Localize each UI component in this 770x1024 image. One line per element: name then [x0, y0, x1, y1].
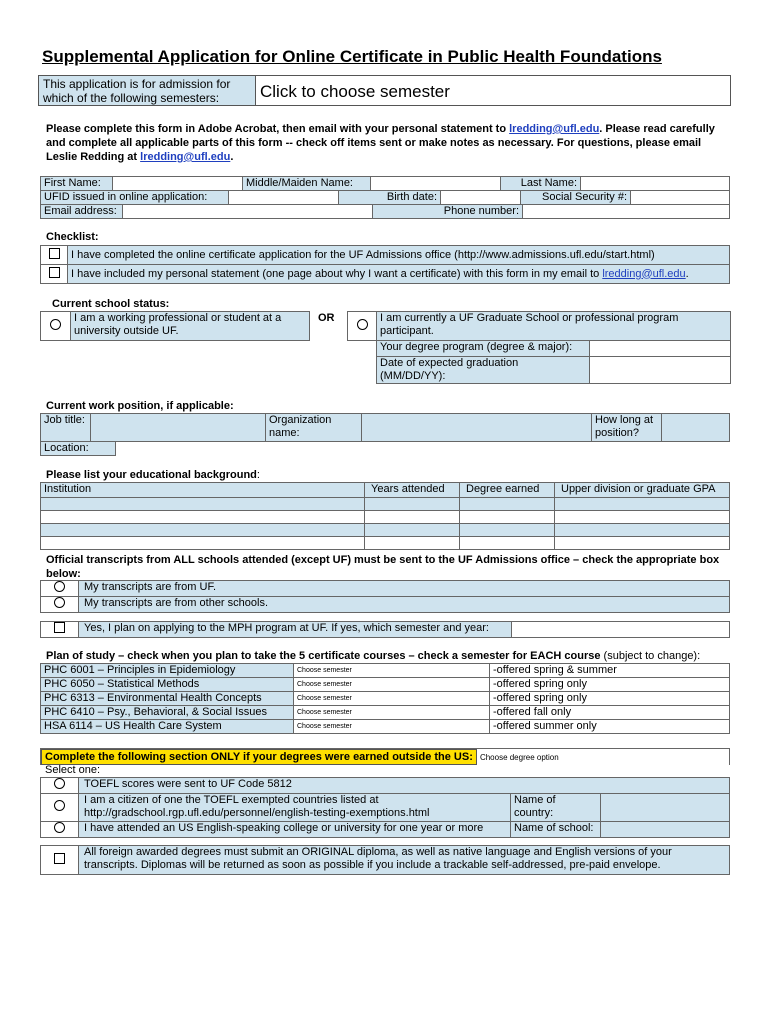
course-semester-select[interactable]: Choose semester — [294, 706, 490, 720]
transcript-option-2: My transcripts are from other schools. — [79, 597, 730, 613]
mph-text: Yes, I plan on applying to the MPH program at UF. If yes, which semester and year: — [79, 622, 512, 638]
edu-cell[interactable] — [555, 537, 730, 550]
checklist-item-2 — [68, 265, 730, 284]
education-heading — [46, 469, 260, 481]
edu-cell[interactable] — [460, 537, 555, 550]
work-table — [40, 413, 730, 442]
instructions — [46, 122, 726, 164]
edu-cell[interactable] — [41, 524, 365, 537]
status-radio-1-cell — [41, 312, 71, 341]
edu-cell[interactable] — [365, 511, 460, 524]
phone-label: Phone number: — [373, 205, 523, 219]
name-school-field[interactable] — [601, 822, 730, 838]
edu-cell[interactable] — [41, 511, 365, 524]
checklist-item-2-text: I have included my personal statement (one page about why I want a certificate) with this form in my email to — [71, 267, 600, 280]
transcript-option-1: My transcripts are from UF. — [79, 581, 730, 597]
checklist-heading: Checklist: — [46, 231, 99, 243]
ssn-label: Social Security #: — [521, 191, 631, 205]
checklist-item-2-end: . — [685, 267, 689, 280]
birth-date-field[interactable] — [441, 191, 521, 205]
outside-radio-3[interactable] — [54, 822, 65, 833]
plan-table — [40, 663, 730, 734]
transcript-radio-1-cell — [41, 581, 79, 597]
first-name-label: First Name: — [41, 177, 113, 191]
course-offered: -offered spring only — [490, 692, 730, 706]
ssn-field[interactable] — [631, 191, 730, 205]
job-title-field[interactable] — [91, 414, 266, 442]
course-offered: -offered spring & summer — [490, 664, 730, 678]
course-name: PHC 6313 – Environmental Health Concepts — [41, 692, 294, 706]
outside-radio-1[interactable] — [54, 778, 65, 789]
email-table — [40, 204, 730, 219]
mph-field[interactable] — [512, 622, 730, 638]
edu-col-degree: Degree earned — [460, 483, 555, 498]
school-status-left — [40, 311, 310, 341]
instructions-part1: Please complete this form in Adobe Acrobat, then email with your personal statement to — [46, 123, 507, 135]
location-label: Location: — [41, 442, 116, 456]
education-heading-text: Please list your educational background — [46, 469, 257, 481]
toefl-option: TOEFL scores were sent to UF Code 5812 — [79, 778, 730, 794]
edu-cell[interactable] — [460, 511, 555, 524]
edu-col-years: Years attended — [365, 483, 460, 498]
checklist-checkbox-1-cell — [41, 246, 68, 265]
status-option-1: I am a working professional or student at a university outside UF. — [71, 312, 310, 341]
edu-cell[interactable] — [365, 537, 460, 550]
status-option-2: I am currently a UF Graduate School or professional program participant. — [377, 312, 731, 341]
grad-date-label: Date of expected graduation (MM/DD/YY): — [377, 357, 590, 384]
page-title: Supplemental Application for Online Certificate in Public Health Foundations — [42, 47, 662, 66]
transcript-radio-2-cell — [41, 597, 79, 613]
plan-heading-bold: Plan of study – check when you plan to take the 5 certificate courses – check a semester for EACH course — [46, 650, 601, 662]
foreign-checkbox-cell — [41, 846, 79, 875]
outside-radio-2-cell — [41, 794, 79, 822]
course-name: PHC 6001 – Principles in Epidemiology — [41, 664, 294, 678]
attended-option: I have attended an US English-speaking college or university for one year or more — [79, 822, 511, 838]
edu-cell[interactable] — [555, 498, 730, 511]
last-name-label: Last Name: — [501, 177, 581, 191]
birth-date-label: Birth date: — [339, 191, 441, 205]
checklist-checkbox-1[interactable] — [49, 248, 60, 259]
edu-cell[interactable] — [460, 524, 555, 537]
school-status-right — [347, 311, 731, 341]
instructions-part2: . Please read carefully and complete all applicable parts of this form -- check off items sent or make notes as necessary. For questions, please email Leslie Redding at — [46, 123, 715, 163]
course-name: HSA 6114 – US Health Care System — [41, 720, 294, 734]
org-name-field[interactable] — [362, 414, 592, 442]
course-name: PHC 6050 – Statistical Methods — [41, 678, 294, 692]
grad-date-field[interactable] — [590, 357, 731, 384]
edu-cell[interactable] — [365, 524, 460, 537]
edu-cell[interactable] — [555, 524, 730, 537]
status-radio-2-cell — [348, 312, 377, 341]
citizen-option: I am a citizen of one the TOEFL exempted countries listed at http://gradschool.rgp.ufl.edu/personnel/english-testing-exemptions.html — [79, 794, 511, 822]
education-heading-colon: : — [256, 469, 260, 481]
course-name: PHC 6410 – Psy., Behavioral, & Social Issues — [41, 706, 294, 720]
semester-label-box — [38, 75, 256, 106]
checklist-table — [40, 245, 730, 284]
middle-name-field[interactable] — [371, 177, 501, 191]
education-table — [40, 482, 730, 550]
outside-radio-3-cell — [41, 822, 79, 838]
outside-us-header — [40, 748, 730, 765]
edu-col-institution: Institution — [41, 483, 365, 498]
outside-us-table — [40, 777, 730, 838]
select-one-label: Select one: — [45, 764, 101, 776]
checklist-checkbox-2-cell — [41, 265, 68, 284]
semester-label: This application is for admission for which of the following semesters: — [43, 77, 231, 105]
edu-cell[interactable] — [41, 498, 365, 511]
checklist-item-1: I have completed the online certificate application for the UF Admissions office (http://www.admissions.ufl.edu/start.html) — [68, 246, 730, 265]
last-name-field[interactable] — [581, 177, 730, 191]
degree-program-field[interactable] — [590, 341, 731, 357]
foreign-text: All foreign awarded degrees must submit an ORIGINAL diploma, as well as native language and English versions of your transcripts. Diplomas will be returned as soon as possible if you include a trackable self-addressed, pre-paid envelope. — [79, 846, 730, 875]
outside-us-heading: Complete the following section ONLY if your degrees were earned outside the US: — [41, 749, 477, 765]
semester-placeholder: Click to choose semester — [260, 82, 450, 101]
status-radio-1[interactable] — [50, 319, 61, 330]
instructions-part3: . — [230, 151, 234, 163]
or-label: OR — [318, 312, 335, 324]
transcript-radio-1[interactable] — [54, 581, 65, 592]
edu-cell[interactable] — [555, 511, 730, 524]
status-radio-2[interactable] — [357, 319, 368, 330]
foreign-checkbox[interactable] — [54, 853, 65, 864]
name-country-label: Name of country: — [511, 794, 601, 822]
email-field[interactable] — [123, 205, 373, 219]
ufid-table — [40, 190, 730, 205]
ufid-field[interactable] — [229, 191, 339, 205]
plan-heading — [46, 650, 700, 662]
org-name-label: Organization name: — [266, 414, 362, 442]
transcripts-heading: Official transcripts from ALL schools attended (except UF) must be sent to the UF Admissions office – check the appropriate box below: — [46, 554, 720, 580]
checklist-email-link[interactable]: lredding@ufl.edu — [602, 267, 686, 280]
location-table — [40, 441, 116, 456]
work-heading: Current work position, if applicable: — [46, 400, 234, 412]
how-long-field[interactable] — [662, 414, 730, 442]
course-offered: -offered summer only — [490, 720, 730, 734]
phone-field[interactable] — [523, 205, 730, 219]
transcripts-table — [40, 580, 730, 613]
mph-checkbox-cell — [41, 622, 79, 638]
edu-col-gpa: Upper division or graduate GPA — [555, 483, 730, 498]
course-semester-select[interactable]: Choose semester — [294, 720, 490, 734]
degree-option-select[interactable]: Choose degree option — [479, 753, 559, 762]
edu-cell[interactable] — [41, 537, 365, 550]
edu-cell[interactable] — [460, 498, 555, 511]
course-semester-select[interactable]: Choose semester — [294, 692, 490, 706]
edu-cell[interactable] — [365, 498, 460, 511]
semester-select[interactable] — [255, 75, 731, 106]
transcript-radio-2[interactable] — [54, 597, 65, 608]
course-semester-select[interactable]: Choose semester — [294, 664, 490, 678]
mph-checkbox[interactable] — [54, 622, 65, 633]
foreign-table — [40, 845, 730, 875]
email-link-1[interactable]: lredding@ufl.edu — [509, 123, 600, 135]
outside-radio-1-cell — [41, 778, 79, 794]
name-school-label: Name of school: — [511, 822, 601, 838]
email-link-2[interactable]: lredding@ufl.edu — [140, 151, 231, 163]
how-long-label: How long at position? — [592, 414, 662, 442]
email-label: Email address: — [41, 205, 123, 219]
mph-table — [40, 621, 730, 638]
ufid-label: UFID issued in online application: — [41, 191, 229, 205]
degree-table — [376, 340, 731, 384]
outside-radio-2[interactable] — [54, 800, 65, 811]
checklist-checkbox-2[interactable] — [49, 267, 60, 278]
name-country-field[interactable] — [601, 794, 730, 822]
first-name-field[interactable] — [113, 177, 243, 191]
course-offered: -offered fall only — [490, 706, 730, 720]
personal-info-table — [40, 176, 730, 191]
course-offered: -offered spring only — [490, 678, 730, 692]
course-semester-select[interactable]: Choose semester — [294, 678, 490, 692]
degree-program-label: Your degree program (degree & major): — [377, 341, 590, 357]
plan-heading-normal: (subject to change): — [600, 650, 701, 662]
job-title-label: Job title: — [41, 414, 91, 442]
middle-name-label: Middle/Maiden Name: — [243, 177, 371, 191]
school-status-heading: Current school status: — [52, 298, 170, 310]
